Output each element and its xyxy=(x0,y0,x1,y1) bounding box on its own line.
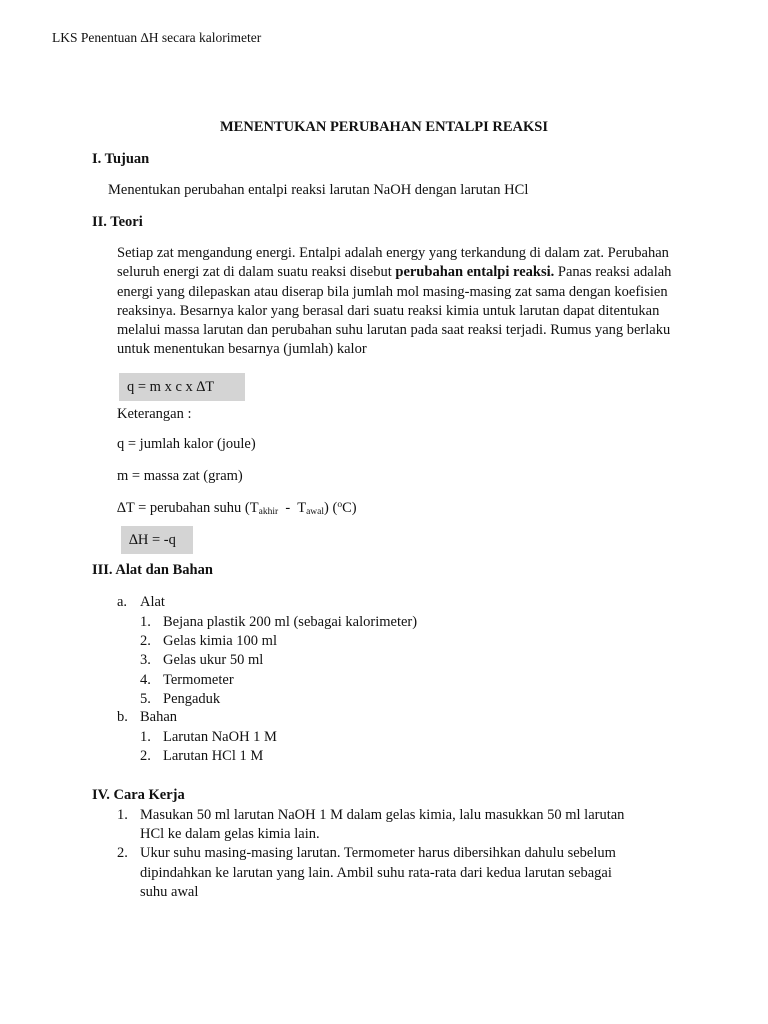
cara-kerja-list xyxy=(117,806,624,902)
teori-bold-term: perubahan entalpi reaksi. xyxy=(395,264,555,281)
list-number: 2. xyxy=(140,633,151,650)
step-line xyxy=(117,844,624,863)
list-item-text: Gelas ukur 50 ml xyxy=(163,652,264,669)
heading-tujuan: I. Tujuan xyxy=(92,151,150,167)
list-number: 2. xyxy=(117,845,128,862)
list-item xyxy=(140,728,277,747)
list-number: 1. xyxy=(117,807,128,823)
step-line: HCl ke dalam gelas kimia lain. xyxy=(140,826,320,843)
heading-teori: II. Teori xyxy=(92,214,143,230)
bahan-list xyxy=(140,728,277,766)
keterangan-label: Keterangan : xyxy=(117,406,192,422)
list-item xyxy=(140,747,277,766)
list-number: 1. xyxy=(140,729,151,745)
step-line xyxy=(117,806,624,825)
delta-t-mid: - T xyxy=(278,500,307,516)
list-number: 5. xyxy=(140,690,151,707)
list-item-text: Termometer xyxy=(163,671,234,688)
degree-superscript: o xyxy=(337,500,343,510)
list-item-text: Bejana plastik 200 ml (sebagai kalorimeter) xyxy=(163,614,418,630)
step-line: suhu awal xyxy=(140,883,199,900)
heading-alat-bahan: III. Alat dan Bahan xyxy=(92,562,213,578)
delta-t-close: ) ( xyxy=(324,500,338,516)
document-title: MENENTUKAN PERUBAHAN ENTALPI REAKSI xyxy=(219,119,549,135)
step-text: Ukur suhu masing-masing larutan. Termometer harus dibersihkan dahulu sebelum xyxy=(140,845,616,862)
list-number: 4. xyxy=(140,671,151,688)
list-number: 3. xyxy=(140,652,151,669)
delta-t-prefix: ∆T = perubahan suhu (T xyxy=(117,500,259,516)
subscript-awal: awal xyxy=(306,507,325,517)
teori-paragraph xyxy=(117,244,677,360)
list-item xyxy=(140,651,417,670)
list-number: 1. xyxy=(140,614,151,630)
list-item xyxy=(117,806,624,844)
list-item xyxy=(140,671,417,690)
list-item xyxy=(140,690,417,709)
list-item-text: Pengaduk xyxy=(163,690,221,707)
list-item-text: Larutan NaOH 1 M xyxy=(163,729,277,745)
list-number: 2. xyxy=(140,748,151,765)
definition-m: m = massa zat (gram) xyxy=(117,468,243,484)
step-text: Masukan 50 ml larutan NaOH 1 M dalam gelas kimia, lalu masukkan 50 ml larutan xyxy=(140,807,625,823)
bahan-marker: b. xyxy=(117,709,128,725)
heading-cara-kerja: IV. Cara Kerja xyxy=(92,787,185,803)
alat-list xyxy=(140,613,417,709)
formula-q: q = m x c x ∆T xyxy=(119,373,245,401)
formula-delta-h: ∆H = -q xyxy=(121,526,193,554)
definition-q: q = jumlah kalor (joule) xyxy=(117,436,256,452)
delta-t-unit: C) xyxy=(342,500,357,516)
list-item-text: Larutan HCl 1 M xyxy=(163,748,264,765)
definition-delta-t xyxy=(117,500,357,517)
alat-label: Alat xyxy=(140,594,165,610)
list-item xyxy=(117,844,624,902)
teori-text-2: Panas reaksi adalah energi yang dilepaskan atau diserap bila jumlah mol masing-masing zat sama dengan koefisien reaksinya. Besarnya kalor yang berasal dari suatu reaksi kimia untuk larutan dapat ditentukan melalui massa larutan dan perubahan suhu larutan pada saat reaksi terjadi. Rumus yang berlaku untuk menentukan besarnya (jumlah) kalor xyxy=(117,264,672,358)
teori-text-1: Setiap zat mengandung energi. Entalpi adalah energy yang terkandung di dalam zat. Perubahan seluruh energi zat di dalam suatu reaksi disebut xyxy=(117,245,669,281)
subscript-akhir: akhir xyxy=(258,507,279,517)
list-item xyxy=(140,613,417,632)
bahan-label: Bahan xyxy=(140,709,178,725)
tujuan-text: Menentukan perubahan entalpi reaksi larutan NaOH dengan larutan HCl xyxy=(108,182,529,198)
list-item xyxy=(140,632,417,651)
step-line: dipindahkan ke larutan yang lain. Ambil suhu rata-rata dari kedua larutan sebagai xyxy=(140,864,612,881)
list-item-text: Gelas kimia 100 ml xyxy=(163,633,277,650)
page-header: LKS Penentuan ∆H secara kalorimeter xyxy=(52,30,262,45)
alat-marker: a. xyxy=(117,594,128,610)
